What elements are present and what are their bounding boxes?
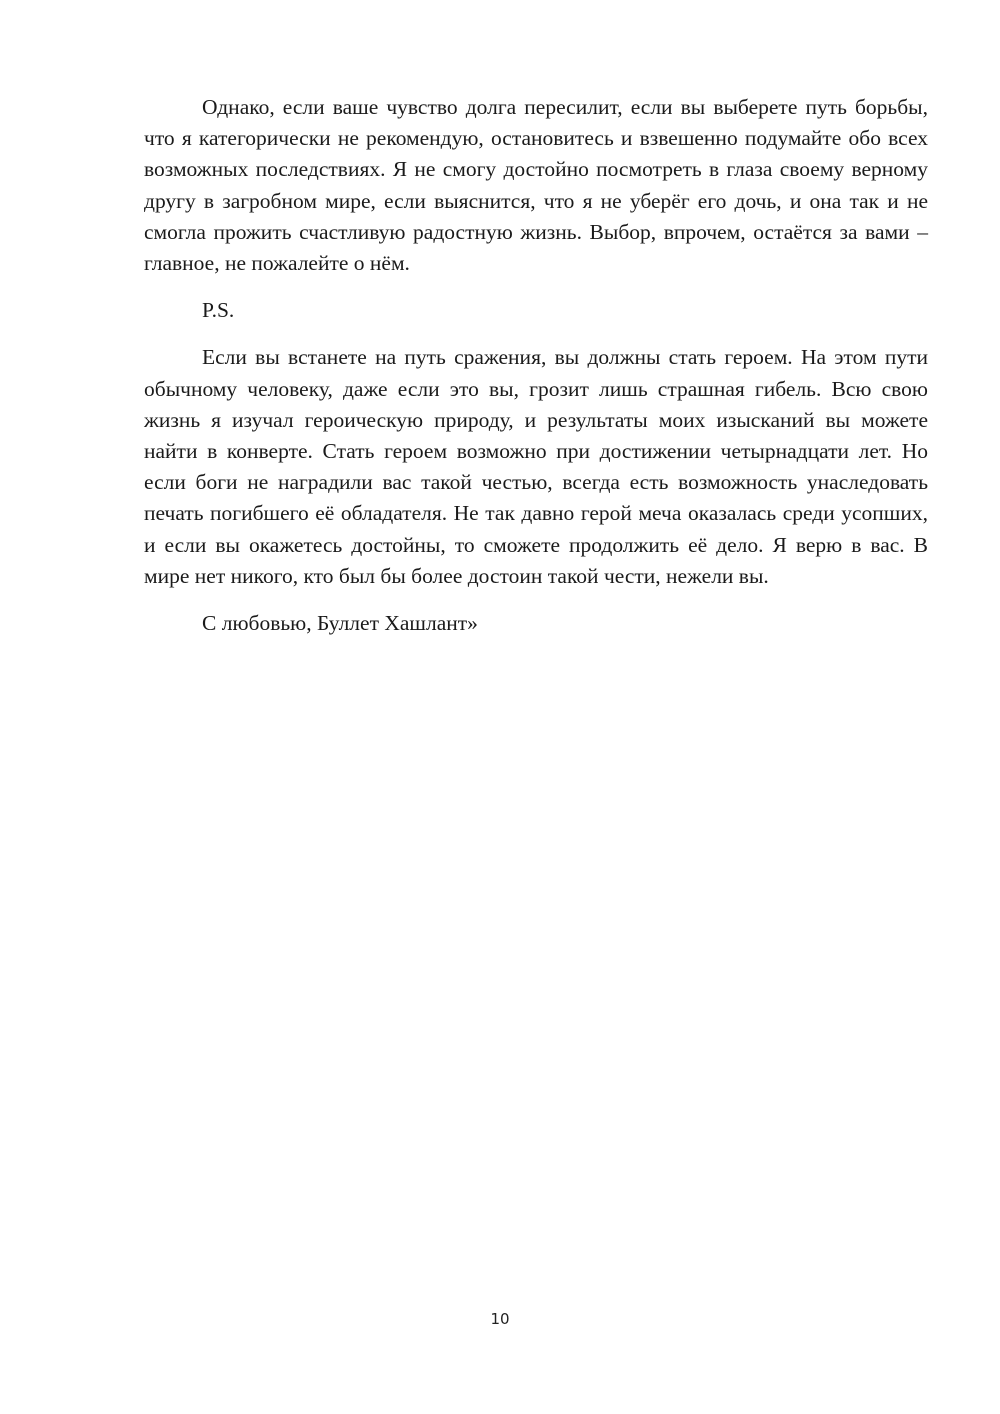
paragraph-gap bbox=[144, 326, 928, 342]
postscript-heading: P.S. bbox=[202, 298, 235, 323]
page-number: 10 bbox=[490, 1310, 510, 1328]
document-page-body bbox=[144, 92, 928, 639]
signature-line: С любовью, Буллет Хашлант» bbox=[202, 611, 478, 636]
paragraph-postscript: Если вы встанете на путь сражения, вы должны стать героем. На этом пути обычному человеку, даже если это вы, грозит лишь страшная гибель. Всю свою жизнь я изучал героическую природу, и результаты моих изысканий вы можете найти в конверте. Стать героем возможно при достижении четырнадцати лет. Но если боги не наградили вас такой честью, всегда есть возможность унаследовать печать погибшего её обладателя. Не так давно герой меча оказалась среди усопших, и если вы окажетесь достойны, то сможете продолжить её дело. Я верю в вас. В мире нет никого, кто был бы более достоин такой чести, нежели вы. bbox=[144, 345, 928, 588]
paragraph-gap bbox=[144, 279, 928, 295]
paragraph-warning: Однако, если ваше чувство долга пересилит, если вы выберете путь борьбы, что я категорически не рекомендую, остановитесь и взвешенно подумайте обо всех возможных последствиях. Я не смогу достойно посмотреть в глаза своему верному другу в загробном мире, если выяснится, что я не уберёг его дочь, и она так и не смогла прожить счастливую радостную жизнь. Выбор, впрочем, остаётся за вами – главное, не пожалейте о нём. bbox=[144, 95, 928, 276]
paragraph-gap bbox=[144, 592, 928, 608]
